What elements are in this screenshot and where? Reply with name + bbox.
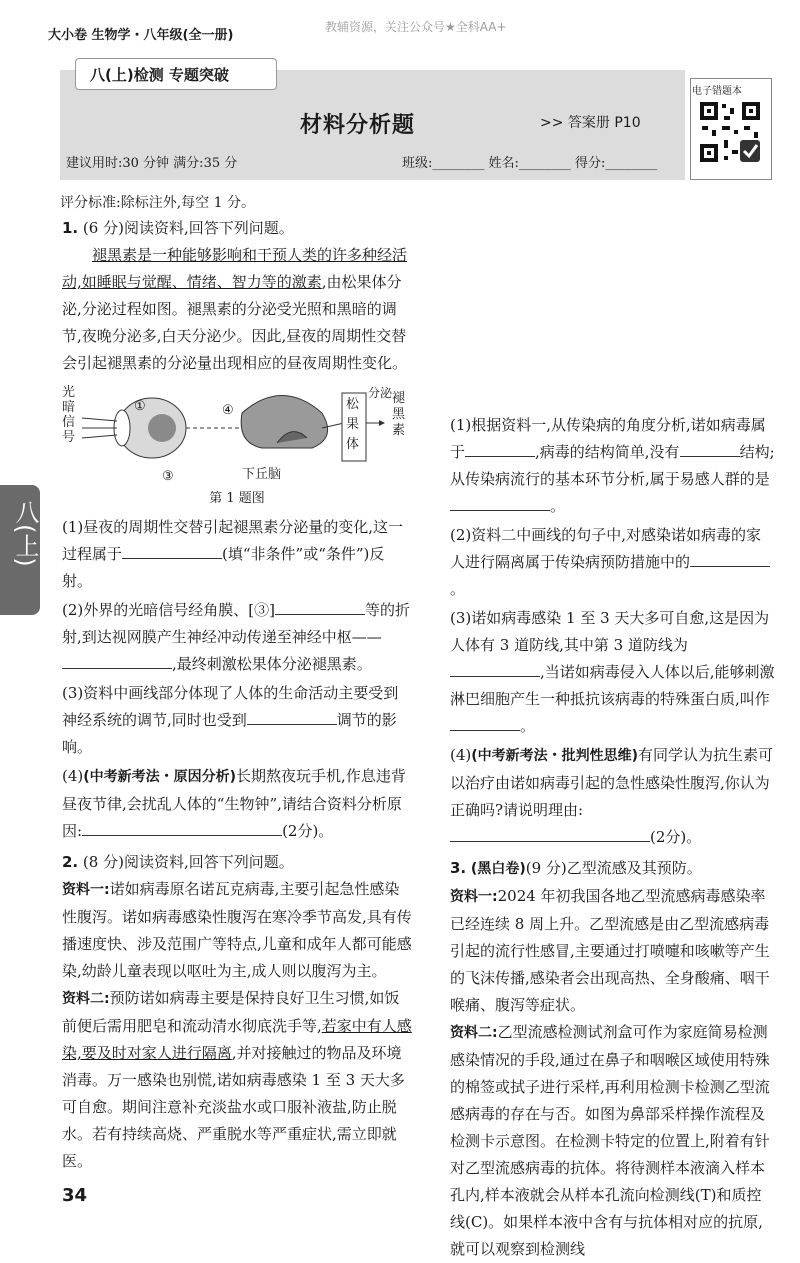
q1-sub3 [62, 680, 412, 761]
q2-material-2-tag: 资料二: [62, 991, 110, 1007]
q1-sub4-text-end: (2分)。 [282, 822, 334, 840]
qr-code-icon[interactable] [698, 100, 762, 164]
left-column [62, 215, 412, 1175]
page-title: 材料分析题 [300, 113, 416, 138]
header-tab [75, 58, 277, 90]
q1-sub4-tag: (中考新考法・原因分析) [83, 769, 237, 785]
q1-intro: (6 分)阅读资料,回答下列问题。 [82, 219, 294, 237]
q2-sub4: (4)(中考新考法・批判性思维)有同学认为抗生素可以治疗由诺如病毒引起的急性感染性腹泻,你认为正确吗?请说明理由:(2分)。 [450, 746, 774, 846]
book-title: 大小卷 生物学・八年级(全一册) [48, 28, 234, 43]
q2-sub1-blank-2[interactable] [680, 442, 740, 457]
q1-sub2-text-end: ,最终刺激松果体分泌褪黑素。 [172, 655, 372, 673]
q3-material-2-text: 乙型流感检测试剂盒可作为家庭简易检测感染情况的手段,通过在鼻子和咽喉区域使用特殊的棉签或拭子进行采样,再利用检测卡检测乙型流感病毒的存在与否。如图为鼻部采样操作流程及检测卡示意图。在检测卡特定的位置上,附着有针对乙型流感病毒的抗体。将待测样本液滴入样本孔内,样本液就会从样本孔流向检测线(T)和质控线(C)。如果样本液中含有与抗体相对应的抗原,就可以观察到检测线 [450, 1023, 770, 1258]
fig-num-4: ④ [222, 403, 234, 418]
q2-sub4-text: 有同学认为抗生素可以治疗由诺如病毒引起的急性感染性腹泻,你认为正确吗?请说明理由: [450, 746, 774, 819]
q1-sub2-blank-2[interactable] [62, 654, 172, 669]
q2-underlined-text: 若家中有人感染,要及时对家人进行隔离 [62, 1017, 412, 1062]
fig-pineal-label: 松果体 [346, 397, 360, 452]
q3-material-2 [450, 1019, 775, 1263]
q2-sub1-blank-3[interactable] [450, 496, 550, 511]
q2-sub1-blank-1[interactable] [465, 442, 535, 457]
q1-sub1 [62, 514, 412, 595]
q2-heading [62, 849, 412, 876]
q1-sub1-text: (1)昼夜的周期性交替引起褪黑素分泌量的变化,这一过程属于 [62, 518, 404, 563]
q3-heading [450, 855, 775, 883]
q2-material-1 [62, 876, 412, 985]
q2-sub1 [450, 412, 775, 520]
q1-sub1-blank[interactable] [122, 544, 222, 559]
q1-passage-rest: ,由松果体分泌,分泌过程如图。褪黑素的分泌受光照和黑暗的调节,夜晚分泌多,白天分泌少。因此,昼夜的周期性交替会引起褪黑素的分泌量出现相应的昼夜周期性变化。 [62, 273, 408, 372]
q1-sub4: (4)(中考新考法・原因分析)长期熬夜玩手机,作息违背昼夜节律,会扰乱人体的“生物钟”,请结合资料分析原因: (2分)。 [62, 767, 406, 840]
right-column [450, 410, 775, 1263]
student-info-line: 班级:________ 姓名:________ 得分:________ [402, 156, 658, 171]
q3-intro: (9 分)乙型流感及其预防。 [525, 859, 702, 877]
eye-pineal-figure [62, 383, 412, 483]
fig-melatonin-label: 褪黑素 [392, 391, 406, 438]
q1-underlined-text: 褪黑素是一种能够影响和干预人类的许多种经活动,如睡眠与觉醒、情绪、智力等的激素 [62, 246, 408, 291]
figure-caption: 第 1 题图 [209, 491, 265, 506]
q2-sub1-text: (1)根据资料一,从传染病的角度分析,诺如病毒属于 [450, 416, 766, 461]
q3-material-2-tag: 资料二: [450, 1025, 498, 1041]
q1-sub2-text-mid: 等的折射,到达视网膜产生神经冲动传递至神经中枢—— [62, 601, 410, 646]
time-score-line: 建议用时:30 分钟 满分:35 分 [66, 156, 238, 171]
q2-sub2 [450, 522, 775, 603]
scoring-note: 评分标准:除标注外,每空 1 分。 [60, 195, 255, 211]
q1-passage [62, 242, 412, 377]
q2-material-2 [62, 985, 412, 1175]
answer-reference: >> 答案册 P10 [540, 115, 641, 131]
q2-sub3-text-mid: ,当诺如病毒侵入人体以后,能够刺激淋巴细胞产生一种抵抗该病毒的特殊蛋白质,叫作 [450, 663, 775, 708]
q1-sub2-blank-1[interactable] [275, 600, 365, 615]
q2-sub2-blank[interactable] [690, 552, 770, 567]
q2-sub4-text-end: (2分)。 [650, 828, 702, 846]
q3-number: 3. [450, 859, 467, 877]
side-tab-label: 八(上) [11, 500, 39, 567]
watermark: 教辅资源，关注公众号★全科AA+ [325, 20, 507, 34]
fig-num-3: ③ [162, 469, 174, 484]
q1-sub3-blank[interactable] [247, 710, 337, 725]
q1-sub3-text: (3)资料中画线部分体现了人体的生命活动主要受到神经系统的调节,同时也受到 [62, 684, 399, 729]
q2-number: 2. [62, 853, 79, 871]
q3-material-1-tag: 资料一: [450, 889, 498, 905]
fig-light-label: 光暗信号 [62, 385, 76, 445]
q1-number: 1. [62, 219, 79, 237]
q2-sub4-tag: (中考新考法・批判性思维) [471, 748, 639, 764]
q3-material-1 [450, 883, 775, 1019]
q2-sub1-text-2: ,病毒的结构简单,没有 [535, 443, 680, 461]
q2-sub3-blank-1[interactable] [450, 662, 540, 677]
q1-sub3-text-end: 调节的影响。 [62, 711, 397, 756]
q2-sub3-blank-2[interactable] [450, 716, 520, 731]
q2-intro: (8 分)阅读资料,回答下列问题。 [82, 853, 294, 871]
q2-sub3 [450, 605, 775, 740]
q3-tag: (黑白卷) [470, 861, 526, 877]
q2-material-1-tag: 资料一: [62, 882, 110, 898]
fig-hypothalamus-label: 下丘脑 [242, 467, 282, 482]
q2-sub2-text: (2)资料二中画线的句子中,对感染诺如病毒的家人进行隔离属于传染病预防措施中的 [450, 526, 762, 571]
q2-material-2-text-end: ,并对接触过的物品及环境消毒。万一感染也别慌,诺如病毒感染 1 至 3 天大多可自愈。期间注意补充淡盐水或口服补液盐,防止脱水。若有持续高烧、严重脱水等严重症状,需立即就医。 [62, 1044, 405, 1170]
q3-material-1-text: 2024 年初我国各地乙型流感病毒感染率已经连续 8 周上升。乙型流感是由乙型流感病毒引起的流行性感冒,主要通过打喷嚏和咳嗽等产生的飞沫传播,感染者会出现高热、全身酸痛、咽干喉痛、腹泻等症状。 [450, 887, 770, 1014]
q1-heading [62, 215, 412, 242]
q1-sub1-text-end: (填“非条件”或“条件”)反射。 [62, 545, 385, 590]
qr-label: 电子错题本 [692, 86, 742, 97]
header-tab-label: 八(上)检测 专题突破 [90, 66, 229, 84]
fig-num-1: ① [134, 399, 146, 414]
page-number: 34 [62, 1185, 88, 1206]
q2-sub3-text-end: 。 [520, 717, 536, 735]
q2-sub1-text-end: 。 [550, 497, 566, 515]
q2-material-1-text: 诺如病毒原名诺瓦克病毒,主要引起急性感染性腹泻。诺如病毒感染性腹泻在寒冷季节高发,具有传播速度快、涉及范围广等特点,儿童和成年人都可能感染,幼龄儿童表现以呕吐为主,成人则以腹泻为主。 [62, 880, 412, 980]
q2-sub3-text: (3)诺如病毒感染 1 至 3 天大多可自愈,这是因为人体有 3 道防线,其中第 3 道防线为 [450, 609, 770, 654]
q2-material-2-text: 预防诺如病毒主要是保持良好卫生习惯,如饭前便后需用肥皂和流动清水彻底洗手等, [62, 989, 400, 1035]
q2-sub1-text-3: 结构;从传染病流行的基本环节分析,属于易感人群的是 [450, 443, 775, 488]
q1-sub4-text: 长期熬夜玩手机,作息违背昼夜节律,会扰乱人体的“生物钟”,请结合资料分析原因: [62, 767, 406, 840]
q2-sub4-blank[interactable] [450, 827, 650, 842]
q2-sub2-text-end: 。 [450, 580, 466, 598]
q1-sub2-text: (2)外界的光暗信号经角膜、[③] [62, 601, 275, 619]
q1-sub2 [62, 597, 412, 678]
q1-sub4-blank[interactable] [82, 821, 282, 836]
fig-secrete-label: 分泌 [368, 386, 393, 400]
